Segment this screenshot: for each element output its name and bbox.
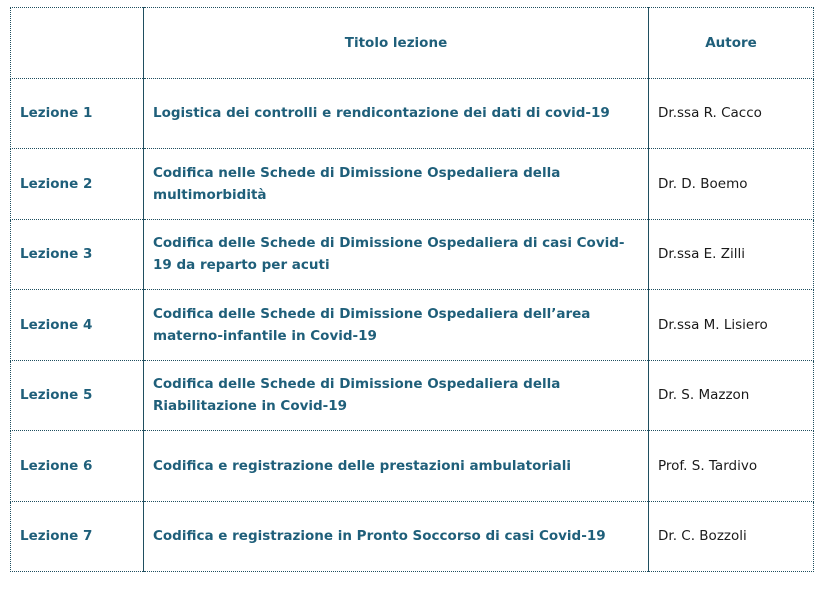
- lesson-number: Lezione 4: [11, 290, 144, 361]
- lesson-title: Codifica delle Schede di Dimissione Ospedaliera di casi Covid-19 da reparto per acuti: [144, 219, 649, 290]
- lesson-number: Lezione 7: [11, 501, 144, 572]
- lesson-author: Dr.ssa R. Cacco: [649, 78, 814, 149]
- lesson-number: Lezione 3: [11, 219, 144, 290]
- table-header-row: [11, 8, 814, 79]
- lessons-table: [10, 7, 814, 572]
- lesson-author: Dr. S. Mazzon: [649, 360, 814, 431]
- table-row: [11, 501, 814, 572]
- lesson-number: Lezione 6: [11, 431, 144, 502]
- lesson-author: Dr. C. Bozzoli: [649, 501, 814, 572]
- lesson-author: Prof. S. Tardivo: [649, 431, 814, 502]
- lesson-author: Dr.ssa E. Zilli: [649, 219, 814, 290]
- table-row: [11, 290, 814, 361]
- lesson-number: Lezione 1: [11, 78, 144, 149]
- lesson-author: Dr.ssa M. Lisiero: [649, 290, 814, 361]
- lesson-number: Lezione 2: [11, 149, 144, 220]
- header-author: Autore: [649, 8, 814, 79]
- lesson-title: Logistica dei controlli e rendicontazione dei dati di covid-19: [144, 78, 649, 149]
- lesson-title: Codifica delle Schede di Dimissione Ospedaliera della Riabilitazione in Covid-19: [144, 360, 649, 431]
- header-empty-cell: [11, 8, 144, 79]
- table-row: [11, 431, 814, 502]
- table-row: [11, 360, 814, 431]
- lesson-number: Lezione 5: [11, 360, 144, 431]
- lesson-title: Codifica delle Schede di Dimissione Ospedaliera dell’area materno-infantile in Covid-19: [144, 290, 649, 361]
- lesson-title: Codifica e registrazione delle prestazioni ambulatoriali: [144, 431, 649, 502]
- table-row: [11, 149, 814, 220]
- lesson-title: Codifica nelle Schede di Dimissione Ospedaliera della multimorbidità: [144, 149, 649, 220]
- table-row: [11, 78, 814, 149]
- table-row: [11, 219, 814, 290]
- lesson-author: Dr. D. Boemo: [649, 149, 814, 220]
- header-title-lesson: Titolo lezione: [144, 8, 649, 79]
- lesson-title: Codifica e registrazione in Pronto Soccorso di casi Covid-19: [144, 501, 649, 572]
